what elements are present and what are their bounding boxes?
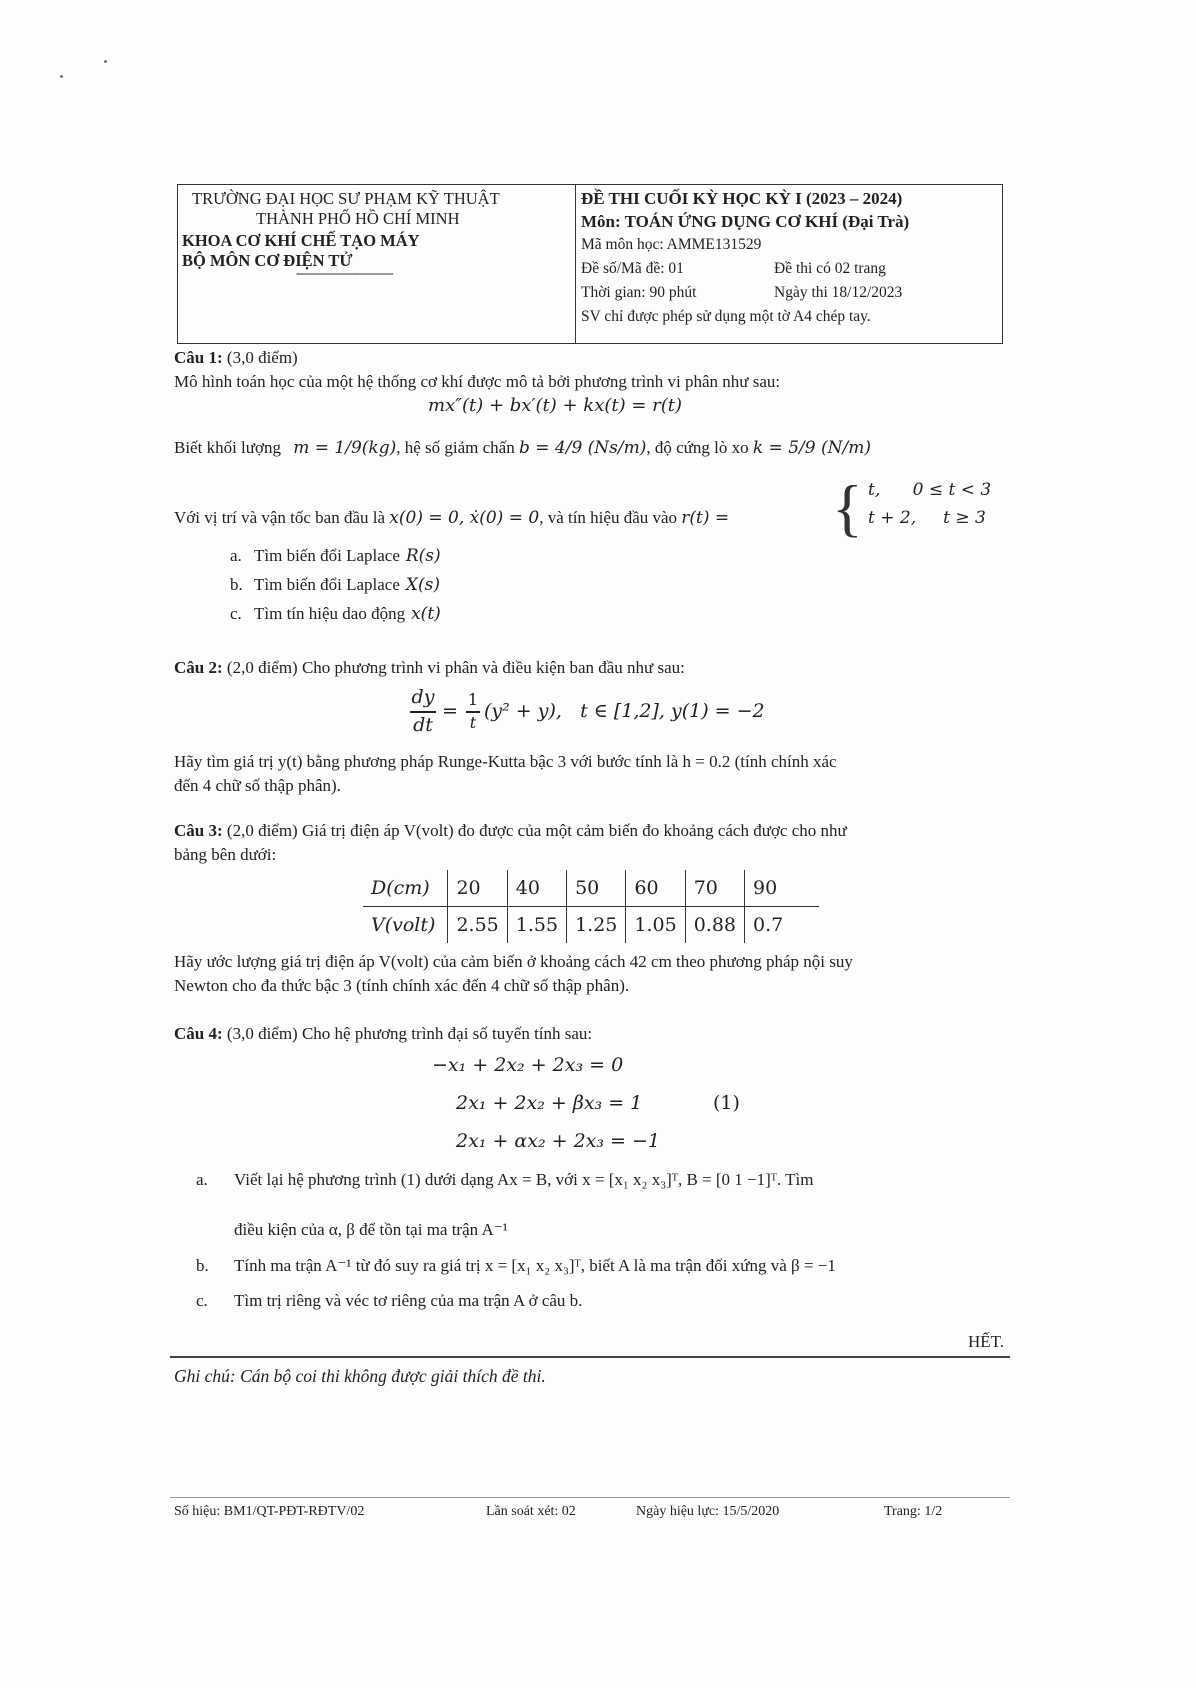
q4-heading: [174, 1024, 592, 1044]
table-cell: 20: [448, 870, 507, 907]
q1-label: Câu 1:: [174, 348, 223, 367]
table-header-distance: D(cm): [363, 870, 448, 907]
table-cell: 60: [626, 870, 685, 907]
q1-init-expr: x(0) = 0, ẋ(0) = 0: [389, 508, 540, 528]
q4-eq3: 2x₁ + αx₂ + 2x₃ = −1: [456, 1130, 661, 1152]
subquestion-text: điều kiện của α, β để tồn tại ma trận A⁻¹: [234, 1220, 508, 1239]
exam-code: Đề số/Mã đề: 01: [581, 260, 684, 277]
table-row: [363, 907, 819, 944]
table-cell: 40: [507, 870, 566, 907]
q3-after2: Newton cho đa thức bậc 3 (tính chính xác đến 4 chữ số thập phân).: [174, 976, 630, 995]
scan-speck: [104, 60, 107, 63]
exam-date: Ngày thi 18/12/2023: [774, 284, 903, 301]
faculty-name: KHOA CƠ KHÍ CHẾ TẠO MÁY: [182, 231, 420, 250]
q1-subquestion: [230, 546, 441, 566]
q2-line2: đến 4 chữ số thập phân).: [174, 776, 341, 795]
header-institution: [178, 185, 576, 343]
table-cell: 1.55: [507, 907, 566, 944]
q1-mass-expr: m = 1/9(kg): [293, 438, 397, 458]
q1-heading: [174, 348, 298, 368]
q1-initial-conditions: [174, 508, 729, 528]
q3-label: Câu 3:: [174, 821, 223, 840]
header-exam-info: [576, 185, 1002, 343]
subquestion-math: x(t): [411, 604, 441, 624]
q1-params: [174, 438, 871, 458]
table-header-voltage: V(volt): [371, 914, 436, 936]
q4-eq2: 2x₁ + 2x₂ + βx₃ = 1: [456, 1092, 643, 1114]
university-line2: THÀNH PHỐ HỒ CHÍ MINH: [256, 209, 460, 228]
footer-revision: Lần soát xét: 02: [486, 1504, 576, 1519]
footer-separator: [170, 1497, 1010, 1498]
subquestion-marker: a.: [230, 546, 242, 565]
subquestion-marker: a.: [196, 1170, 208, 1189]
q1-subquestion: [230, 604, 441, 624]
subquestion-text: Tính ma trận A⁻¹ từ đó suy ra giá trị x = [x₁ x₂ x₃]ᵀ, biết A là ma trận đối xứng và β = −1: [234, 1256, 836, 1275]
q3-after1: Hãy ước lượng giá trị điện áp V(volt) của cảm biến ở khoảng cách 42 cm theo phương pháp nội suy: [174, 952, 853, 971]
scan-speck: [60, 75, 63, 78]
q2-label: Câu 2:: [174, 658, 223, 677]
q4-subquestion: [196, 1256, 836, 1276]
q3-heading: [174, 821, 847, 841]
exam-header: [177, 184, 1003, 344]
footnote: Ghi chú: Cán bộ coi thi không được giải thích đề thi.: [174, 1366, 546, 1386]
table-cell: 1.25: [567, 907, 626, 944]
q3-data-table: [363, 870, 819, 943]
subquestion-marker: b.: [230, 575, 243, 594]
subquestion-marker: c.: [230, 604, 242, 623]
q1-input-expr: r(t) =: [681, 508, 730, 528]
q4-subquestion: [196, 1170, 814, 1190]
q2-line1: Hãy tìm giá trị y(t) bằng phương pháp Runge-Kutta bậc 3 với bước tính là h = 0.2 (tính chính xác: [174, 752, 837, 771]
q2-frac-bar: [410, 711, 436, 713]
footer-doc-id: Số hiệu: BM1/QT-PĐT-RĐTV/02: [174, 1504, 365, 1519]
q1-params-text: , hệ số giảm chấn: [396, 438, 515, 457]
table-cell: 50: [567, 870, 626, 907]
table-cell: 90: [745, 870, 820, 907]
exam-duration: Thời gian: 90 phút: [581, 284, 697, 301]
q4-eq1: −x₁ + 2x₂ + 2x₃ = 0: [432, 1054, 624, 1076]
university-line1: TRƯỜNG ĐẠI HỌC SƯ PHẠM KỸ THUẬT: [192, 189, 500, 208]
q2-frac2-num: 1: [467, 690, 479, 709]
q1-damping-expr: b = 4/9 (Ns/m): [518, 438, 647, 458]
q1-piecewise-brace: {: [832, 472, 863, 543]
exam-title: ĐỀ THI CUỐI KỲ HỌC KỲ I (2023 – 2024): [581, 189, 903, 208]
subquestion-math: X(s): [405, 575, 440, 595]
header-divider: -----------------------------: [296, 265, 393, 280]
subquestion-text: Tìm tín hiệu dao động: [254, 604, 406, 623]
subquestion-text: Tìm trị riêng và véc tơ riêng của ma trận A ở câu b.: [234, 1291, 583, 1310]
subquestion-marker: c.: [196, 1291, 208, 1310]
q2-equals: =: [442, 700, 458, 722]
table-cell: 0.7: [745, 907, 820, 944]
q2-frac-num: dy: [411, 686, 435, 708]
q1-case1: t, 0 ≤ t < 3: [868, 480, 992, 500]
table-cell: 0.88: [685, 907, 744, 944]
subquestion-marker: b.: [196, 1256, 209, 1275]
subquestion-text: Tìm biến đổi Laplace: [254, 546, 400, 565]
q1-points: (3,0 điểm): [226, 348, 298, 367]
table-cell: 1.05: [626, 907, 685, 944]
q4-label: Câu 4:: [174, 1024, 223, 1043]
q2-text: (2,0 điểm) Cho phương trình vi phân và điều kiện ban đầu như sau:: [226, 658, 685, 677]
q1-init-text: , và tín hiệu đầu vào: [539, 508, 678, 527]
subquestion-text: Viết lại hệ phương trình (1) dưới dạng Ax = B, với x = [x₁ x₂ x₃]ᵀ, B = [0 1 −1]ᵀ. Tìm: [234, 1170, 814, 1189]
q1-subquestion: [230, 575, 440, 595]
q1-params-text: , độ cứng lò xo: [646, 438, 749, 457]
footnote-separator: [170, 1356, 1010, 1358]
q1-init-text: Với vị trí và vận tốc ban đầu là: [174, 508, 386, 527]
q1-case2: t + 2, t ≥ 3: [868, 508, 986, 528]
q1-stiffness-expr: k = 5/9 (N/m): [752, 438, 871, 458]
subquestion-text: Tìm biến đổi Laplace: [254, 575, 400, 594]
q3-line2: bảng bên dưới:: [174, 845, 277, 864]
page-count: Đề thi có 02 trang: [774, 260, 886, 277]
q2-frac-den: dt: [413, 714, 433, 736]
course-code: Mã môn học: AMME131529: [581, 236, 762, 253]
q2-frac2-den: t: [469, 713, 477, 732]
q1-equation: mx″(t) + bx′(t) + kx(t) = r(t): [428, 395, 683, 416]
q4-subquestion: [196, 1220, 508, 1240]
exam-rule-note: SV chỉ được phép sử dụng một tờ A4 chép tay.: [581, 308, 871, 325]
department-name: BỘ MÔN CƠ ĐIỆN TỬ: [182, 251, 353, 270]
footer-effective-date: Ngày hiệu lực: 15/5/2020: [636, 1504, 780, 1519]
footer-page-number: Trang: 1/2: [884, 1504, 943, 1519]
q4-eq-tag: (1): [713, 1092, 740, 1114]
q2-equation-tail: (y² + y), t ∈ [1,2], y(1) = −2: [484, 700, 765, 722]
q1-intro: Mô hình toán học của một hệ thống cơ khí được mô tả bởi phương trình vi phân như sau:: [174, 372, 781, 391]
subquestion-math: R(s): [405, 546, 441, 566]
q2-heading: [174, 658, 685, 678]
table-cell: 2.55: [448, 907, 507, 944]
subject-title: Môn: TOÁN ỨNG DỤNG CƠ KHÍ (Đại Trà): [581, 212, 910, 231]
q1-params-text: Biết khối lượng: [174, 438, 281, 457]
table-cell: 70: [685, 870, 744, 907]
q4-subquestion: [196, 1291, 582, 1311]
q4-text: (3,0 điểm) Cho hệ phương trình đại số tuyến tính sau:: [226, 1024, 593, 1043]
q3-line1: (2,0 điểm) Giá trị điện áp V(volt) đo được của một cảm biến đo khoảng cách được cho như: [226, 821, 847, 840]
table-row: [363, 870, 819, 907]
end-mark: HẾT.: [968, 1332, 1005, 1351]
